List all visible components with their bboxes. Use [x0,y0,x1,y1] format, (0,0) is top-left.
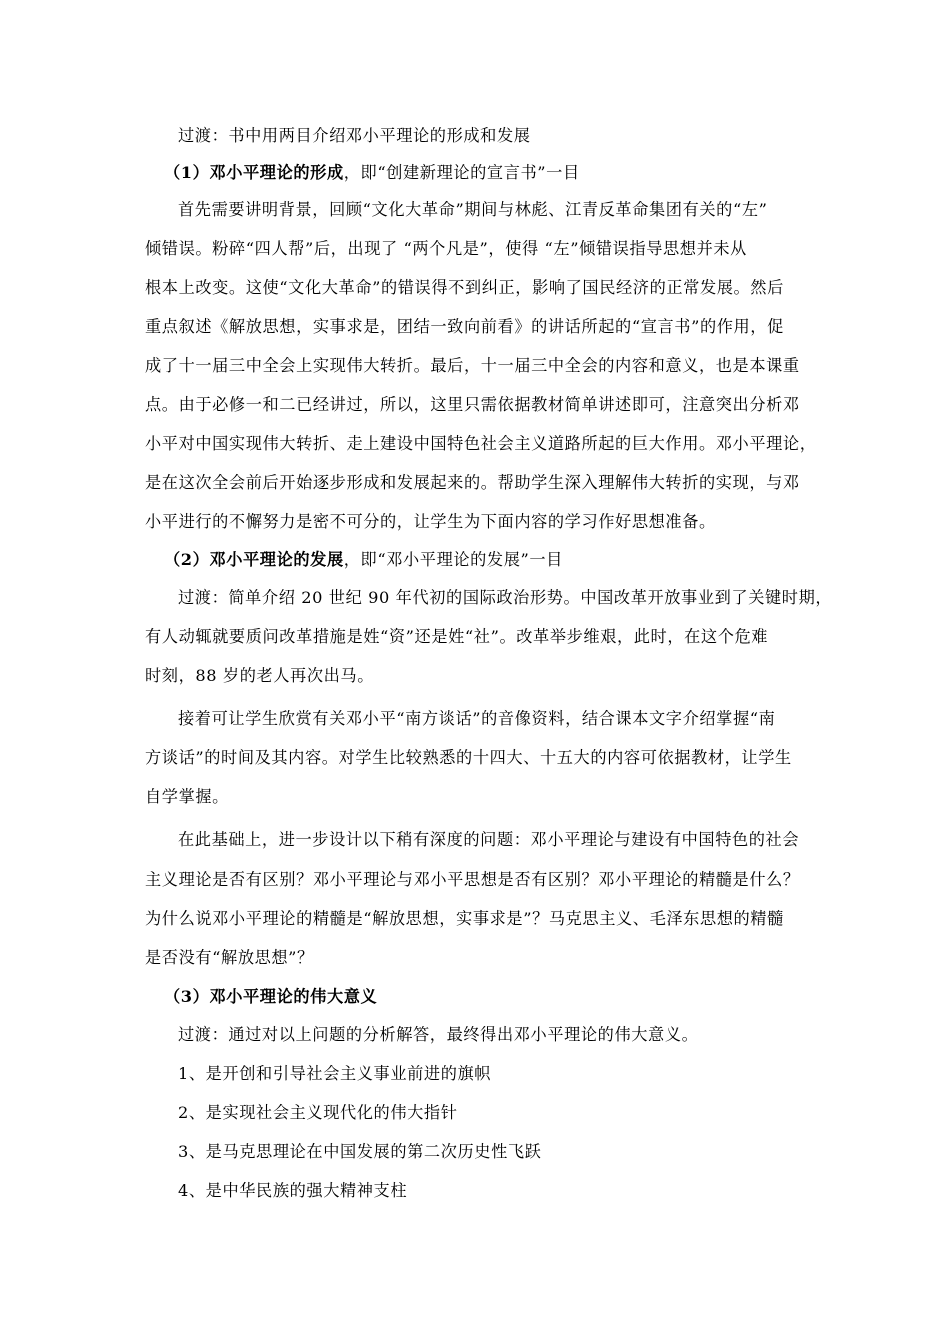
southern-talk-line: 接着可让学生欣赏有关邓小平“南方谈话”的音像资料，结合课本文字介绍掌握“南 [178,709,776,728]
section2-transition-line: 过渡：简单介绍 20 世纪 90 年代初的国际政治形势。中国改革开放事业到了关键时期， [178,588,833,607]
section1-paragraph-line: 重点叙述《解放思想，实事求是，团结一致向前看》的讲话所起的“宣言书”的作用，促 [145,317,784,336]
significance-point: 3、是马克思理论在中国发展的第二次历史性飞跃 [178,1142,542,1161]
section1-paragraph-line: 根本上改变。这使“文化大革命”的错误得不到纠正，影响了国民经济的正常发展。然后 [145,278,784,297]
section1-paragraph-line: 成了十一届三中全会上实现伟大转折。最后，十一届三中全会的内容和意义，也是本课重 [145,356,800,375]
section1-heading-tail: ，即“创建新理论的宣言书”一目 [343,163,580,182]
section1-paragraph-line: 小平进行的不懈努力是密不可分的，让学生为下面内容的学习作好思想准备。 [145,512,716,531]
section1-heading-line [164,163,580,183]
southern-talk-line: 方谈话”的时间及其内容。对学生比较熟悉的十四大、十五大的内容可依据教材，让学生 [145,748,792,767]
section2-transition-line: 时刻，88 岁的老人再次出马。 [145,666,374,685]
questions-line: 主义理论是否有区别？邓小平理论与邓小平思想是否有区别？邓小平理论的精髓是什么？ [145,870,800,889]
significance-point: 4、是中华民族的强大精神支柱 [178,1181,408,1200]
section1-paragraph-line: 点。由于必修一和二已经讲过，所以，这里只需依据教材简单讲述即可，注意突出分析邓 [145,395,800,414]
section2-heading-tail: ，即“邓小平理论的发展”一目 [343,550,563,569]
section2-heading-line [164,550,563,570]
section1-paragraph-line: 倾错误。粉碎“四人帮”后，出现了 “两个凡是”，使得 “左”倾错误指导思想并未从 [145,239,747,258]
significance-point: 1、是开创和引导社会主义事业前进的旗帜 [178,1064,492,1083]
section1-paragraph-line: 首先需要讲明背景，回顾“文化大革命”期间与林彪、江青反革命集团有关的“左” [178,200,768,219]
questions-line: 是否没有“解放思想”？ [145,948,314,967]
section2-heading: （2）邓小平理论的发展 [164,550,344,569]
questions-line: 为什么说邓小平理论的精髓是“解放思想，实事求是”？马克思主义、毛泽东思想的精髓 [145,909,784,928]
section1-paragraph-line: 是在这次全会前后开始逐步形成和发展起来的。帮助学生深入理解伟大转折的实现，与邓 [145,473,800,492]
section3-heading: （3）邓小平理论的伟大意义 [164,987,378,1006]
section2-transition-line: 有人动辄就要质问改革措施是姓“资”还是姓“社”。改革举步维艰，此时，在这个危难 [145,627,769,646]
southern-talk-line: 自学掌握。 [145,787,229,806]
section1-paragraph-line: 小平对中国实现伟大转折、走上建设中国特色社会主义道路所起的巨大作用。邓小平理论， [145,434,817,453]
intro-transition: 过渡：书中用两目介绍邓小平理论的形成和发展 [178,126,531,145]
section1-heading: （1）邓小平理论的形成 [164,163,344,182]
section3-transition: 过渡：通过对以上问题的分析解答，最终得出邓小平理论的伟大意义。 [178,1025,699,1044]
questions-line: 在此基础上，进一步设计以下稍有深度的问题：邓小平理论与建设有中国特色的社会 [178,830,800,849]
significance-point: 2、是实现社会主义现代化的伟大指针 [178,1103,458,1122]
